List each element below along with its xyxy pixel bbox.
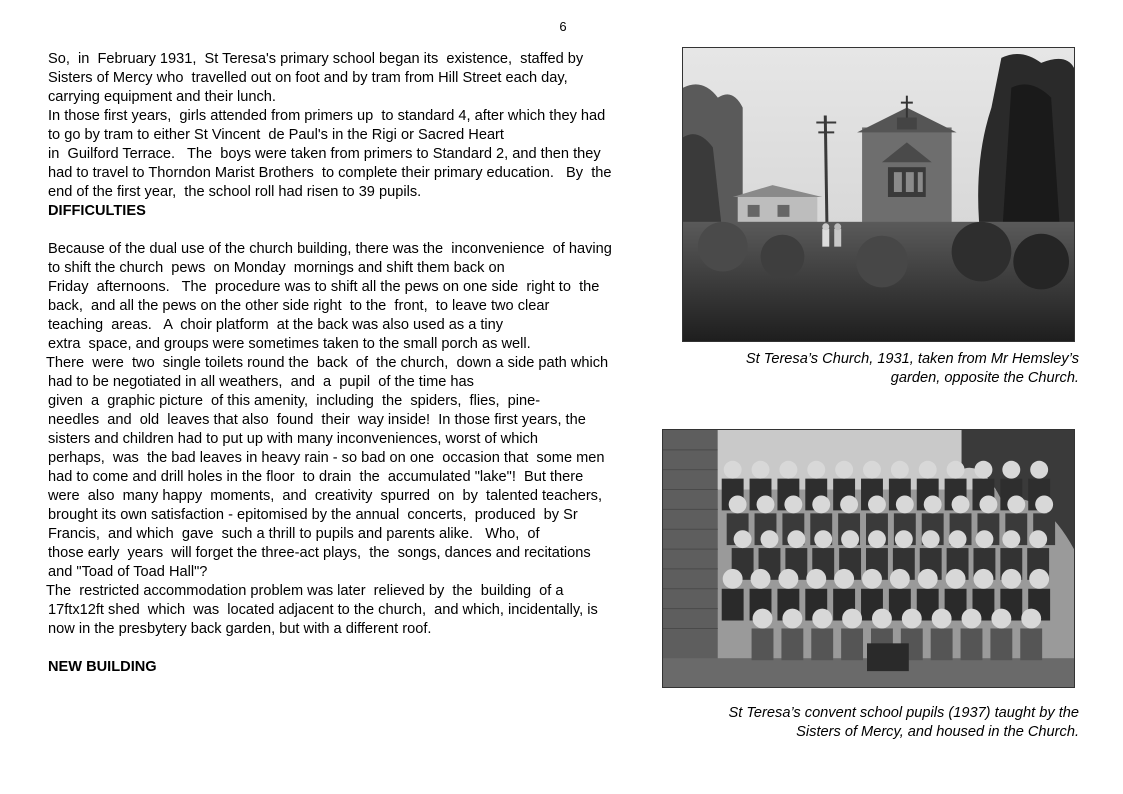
body-line: were also many happy moments, and creativity spurred on by talented teachers, — [48, 488, 603, 504]
body-line: carrying equipment and their lunch. — [48, 89, 276, 105]
body-line: and "Toad of Toad Hall"? — [48, 564, 208, 580]
body-line: perhaps, was the bad leaves in heavy rain - so bad on one occasion that some men — [48, 450, 605, 466]
section-heading: DIFFICULTIES — [48, 203, 146, 219]
body-line: had to come and drill holes in the floor to drain the accumulated "lake"! But there — [48, 469, 584, 485]
body-line: had to be negotiated in all weathers, and a pupil of the time has — [48, 374, 474, 390]
church-photo — [682, 47, 1075, 342]
body-line: end of the first year, the school roll had risen to 39 pupils. — [48, 184, 422, 200]
body-line: to go by tram to either St Vincent de Paul's in the Rigi or Sacred Heart — [48, 127, 504, 143]
body-text — [48, 50, 648, 677]
body-line: those early years will forget the three-act plays, the songs, dances and recitations — [48, 545, 591, 561]
body-line: sisters and children had to put up with many inconveniences, worst of which — [48, 431, 538, 447]
pupils-photo-caption — [729, 704, 1079, 742]
body-line: Because of the dual use of the church building, there was the inconvenience of having — [48, 241, 612, 257]
body-line: In those first years, girls attended from primers up to standard 4, after which they had — [48, 108, 606, 124]
church-caption-line: garden, opposite the Church. — [890, 370, 1079, 386]
body-line: to shift the church pews on Monday mornings and shift them back on — [48, 260, 505, 276]
page-number: 6 — [559, 19, 567, 34]
blank-line — [48, 221, 648, 240]
body-line: The restricted accommodation problem was later relieved by the building of a — [46, 583, 564, 599]
body-line: in Guilford Terrace. The boys were taken from primers to Standard 2, and then they — [48, 146, 601, 162]
body-line: now in the presbytery back garden, but with a different roof. — [48, 621, 432, 637]
body-line: back, and all the pews on the other side right to the front, to leave two clear — [48, 298, 550, 314]
body-line: Sisters of Mercy who travelled out on foot and by tram from Hill Street each day, — [48, 70, 568, 86]
body-line: brought its own satisfaction - epitomised by the annual concerts, produced by Sr — [48, 507, 578, 523]
body-line: So, in February 1931, St Teresa's primary school began its existence, staffed by — [48, 51, 584, 67]
church-photo-caption — [746, 350, 1079, 388]
blank-line — [48, 639, 648, 658]
body-line: Francis, and which gave such a thrill to pupils and parents alike. Who, of — [48, 526, 540, 542]
body-line: Friday afternoons. The procedure was to shift all the pews on one side right to the — [48, 279, 600, 295]
body-line: given a graphic picture of this amenity, including the spiders, flies, pine- — [48, 393, 541, 409]
section-heading: NEW BUILDING — [48, 659, 157, 675]
body-line: teaching areas. A choir platform at the back was also used as a tiny — [48, 317, 504, 333]
body-line: had to travel to Thorndon Marist Brothers to complete their primary education. By the — [48, 165, 612, 181]
church-caption-line: St Teresa’s Church, 1931, taken from Mr Hemsley’s — [745, 351, 1079, 367]
pupils-caption-line: Sisters of Mercy, and housed in the Church. — [796, 724, 1079, 740]
body-line: extra space, and groups were sometimes taken to the small porch as well. — [48, 336, 531, 352]
body-line: There were two single toilets round the back of the church, down a side path which — [46, 355, 609, 371]
body-line: 17ftx12ft shed which was located adjacent to the church, and which, incidentally, is — [48, 602, 598, 618]
body-line: needles and old leaves that also found their way inside! In those first years, the — [48, 412, 586, 428]
pupils-photo — [662, 429, 1075, 688]
pupils-caption-line: St Teresa’s convent school pupils (1937) taught by the — [728, 705, 1079, 721]
